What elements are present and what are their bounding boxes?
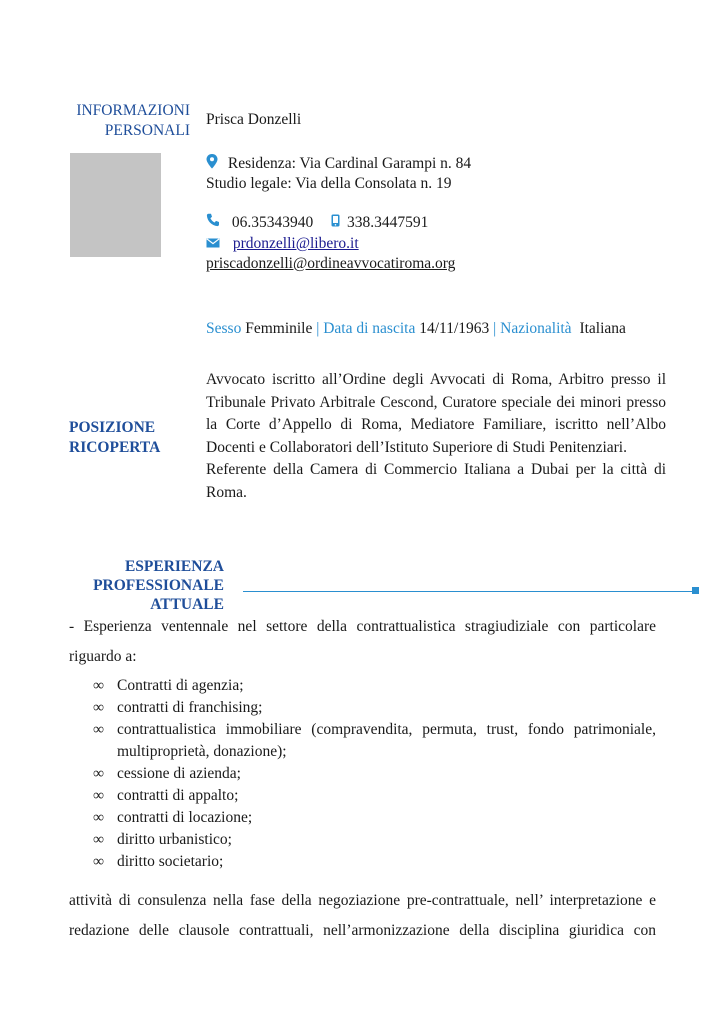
- bullet-symbol: ∞: [93, 699, 105, 716]
- bullet-symbol: ∞: [93, 765, 105, 782]
- list-item-text: contratti di franchising;: [117, 699, 263, 716]
- section-label-line: POSIZIONE: [69, 419, 156, 436]
- list-item-text: cessione di azienda;: [117, 765, 241, 782]
- section-label-line: ESPERIENZA: [124, 558, 224, 575]
- section-label-line: ATTUALE: [150, 596, 224, 613]
- envelope-icon: [206, 234, 220, 254]
- nationality-label: Nazionalità: [500, 320, 572, 337]
- mobile-number: 338.3447591: [347, 214, 429, 231]
- section-label-line: RICOPERTA: [69, 439, 161, 456]
- residence-text: Residenza: Via Cardinal Garampi n. 84: [227, 155, 472, 173]
- list-item: [93, 807, 656, 829]
- section-label-line: PERSONALI: [104, 122, 190, 139]
- gender-label: Sesso: [206, 320, 242, 337]
- studio-address: Studio legale: Via della Consolata n. 19: [206, 175, 452, 192]
- section-label-informazioni-personali: [40, 101, 190, 141]
- nationality-value: Italiana: [579, 320, 626, 337]
- position-paragraph: Avvocato iscritto all’Ordine degli Avvocati di Roma, Arbitro presso il Tribunale Privato Arbitrale Cescond, Curatore speciale dei minori presso la Corte d’Appello di Roma, Mediatore Familiare, iscritto nell’Albo Docenti e Collaboratori dell’Istituto Superiore di Studi Penitenziari.: [206, 371, 666, 456]
- section-divider: [243, 591, 694, 592]
- birthdate-label: Data di nascita: [323, 320, 416, 337]
- list-item: [93, 763, 656, 785]
- phone-number: 06.35343940: [231, 214, 314, 231]
- list-item: [93, 697, 656, 719]
- list-item-text: contrattualistica immobiliare (compravendita, permuta, trust, fondo patrimoniale, multiproprietà, donazione);: [117, 721, 656, 760]
- bullet-symbol: ∞: [93, 853, 105, 870]
- bullet-symbol: ∞: [93, 831, 105, 848]
- list-item-text: contratti di appalto;: [117, 787, 239, 804]
- birthdate-value: 14/11/1963: [419, 320, 490, 337]
- list-item: [93, 675, 656, 697]
- list-item-text: diritto urbanistico;: [117, 831, 232, 848]
- mobile-phone-icon: [331, 213, 340, 233]
- list-item-text: Contratti di agenzia;: [117, 677, 244, 694]
- experience-closing-paragraph: attività di consulenza nella fase della negoziazione pre-contrattuale, nell’ interpretazione e redazione delle clausole contrattuali, nell’armonizzazione della disciplina giuridica con: [69, 892, 656, 939]
- personal-details: [206, 319, 626, 339]
- section-label-line: INFORMAZIONI: [76, 102, 190, 119]
- email-link-secondary[interactable]: priscadonzelli@ordineavvocatiroma.org: [206, 255, 456, 272]
- bullet-symbol: ∞: [93, 721, 105, 738]
- residence-line: [206, 154, 471, 175]
- list-item: [93, 785, 656, 807]
- list-item: [93, 851, 656, 873]
- bullet-symbol: ∞: [93, 787, 105, 804]
- separator: |: [493, 320, 497, 337]
- email-link-primary[interactable]: prdonzelli@libero.it: [232, 235, 359, 252]
- bullet-symbol: ∞: [93, 809, 105, 826]
- list-item: [93, 719, 656, 763]
- location-pin-icon: [206, 154, 218, 175]
- gender-value: Femminile: [245, 320, 313, 337]
- experience-list: [93, 675, 656, 873]
- phone-icon: [206, 213, 220, 233]
- experience-intro: - Esperienza ventennale nel settore della contrattualistica stragiudiziale con particolare riguardo a:: [69, 618, 656, 665]
- email-line: [206, 234, 359, 254]
- bullet-symbol: ∞: [93, 677, 105, 694]
- phone-line: [206, 213, 428, 233]
- position-paragraph: Referente della Camera di Commercio Italiana a Dubai per la città di Roma.: [206, 461, 666, 501]
- list-item: [93, 829, 656, 851]
- email-secondary-line: [206, 254, 455, 274]
- profile-photo-placeholder: [70, 153, 161, 257]
- section-label-line: PROFESSIONALE: [93, 577, 224, 594]
- position-description: [206, 369, 666, 504]
- separator: |: [316, 320, 320, 337]
- section-label-esperienza: [60, 557, 224, 614]
- list-item-text: diritto societario;: [117, 853, 224, 870]
- section-label-posizione-ricoperta: [69, 418, 160, 458]
- person-name: Prisca Donzelli: [206, 111, 302, 128]
- section-divider-marker: [692, 587, 699, 594]
- list-item-text: contratti di locazione;: [117, 809, 253, 826]
